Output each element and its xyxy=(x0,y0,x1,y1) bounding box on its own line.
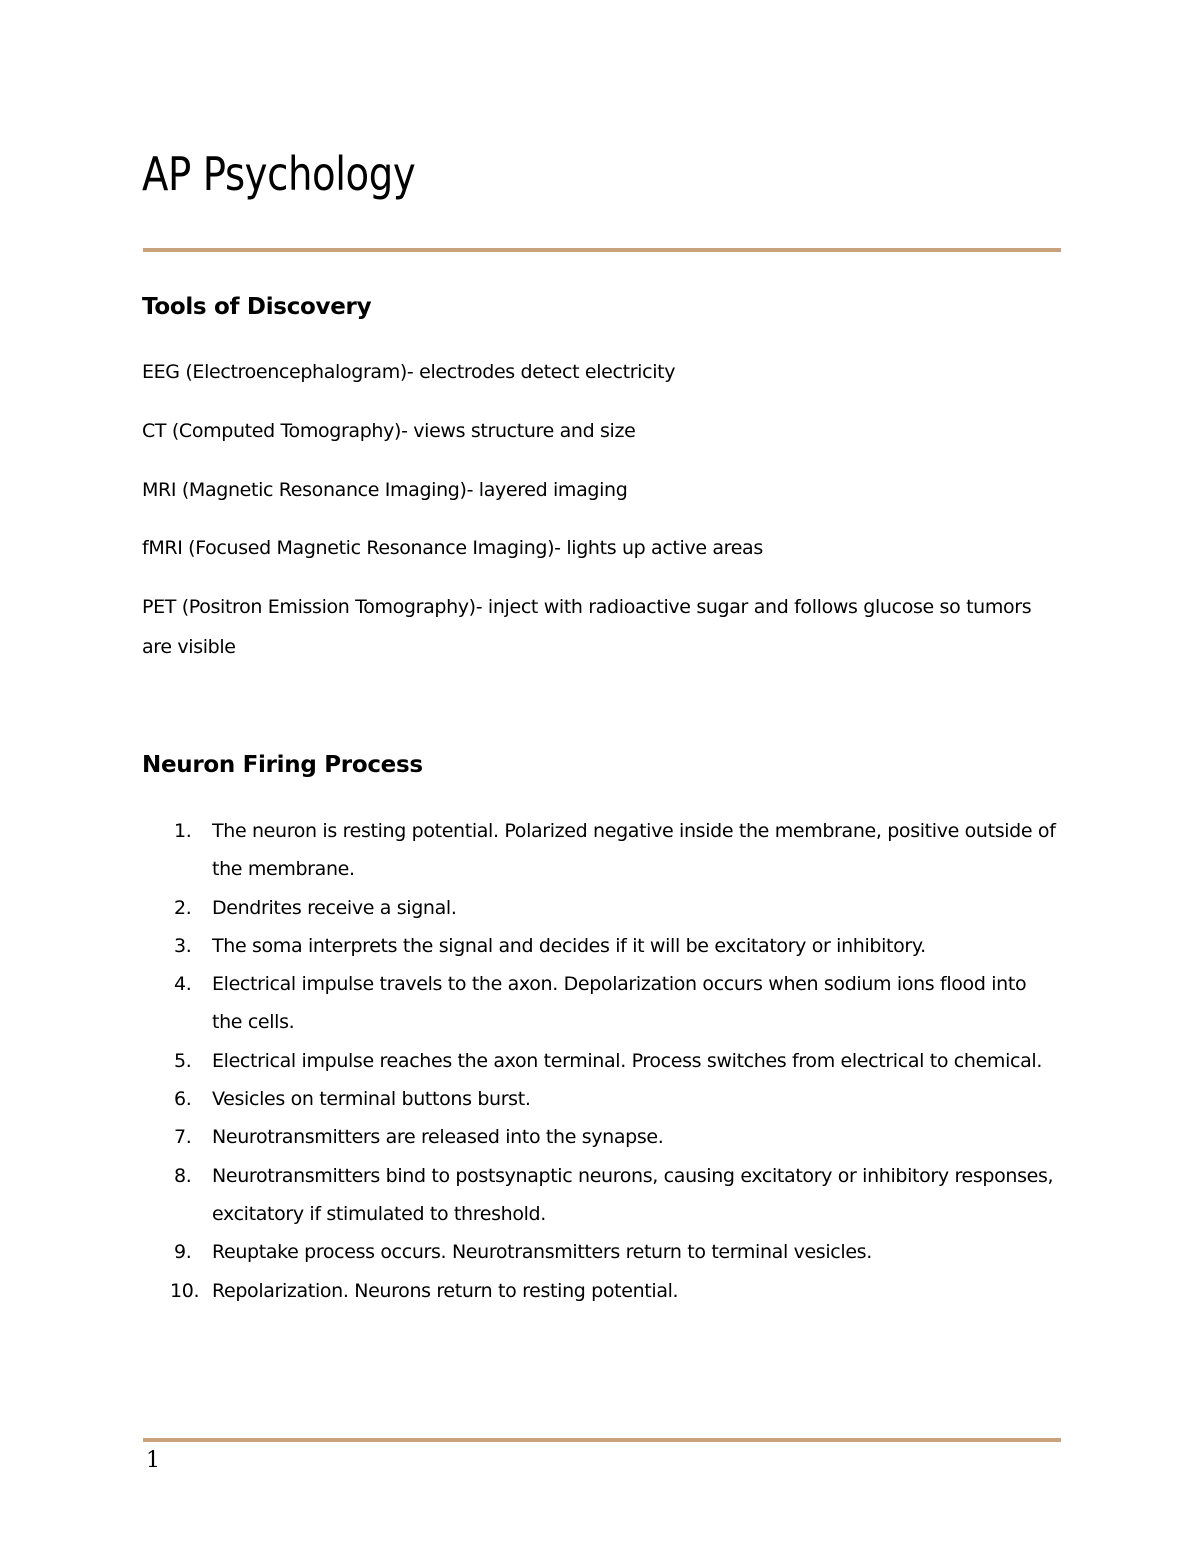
list-item xyxy=(142,1233,1062,1271)
list-item xyxy=(142,1272,1062,1310)
step-number: 2. xyxy=(174,896,192,919)
document-title: AP Psychology xyxy=(142,147,416,201)
title-divider xyxy=(143,248,1061,252)
neuron-section-heading: Neuron Firing Process xyxy=(142,752,423,778)
tool-item-ct: CT (Computed Tomography)- views structure and size xyxy=(142,420,636,442)
list-item xyxy=(142,889,1062,927)
step-text: Reuptake process occurs. Neurotransmitters return to terminal vesicles. xyxy=(212,1241,872,1264)
list-item xyxy=(142,965,1062,1042)
step-text: Vesicles on terminal buttons burst. xyxy=(212,1088,531,1111)
list-item xyxy=(142,1042,1062,1080)
step-number: 10. xyxy=(170,1279,200,1302)
step-text: Neurotransmitters are released into the synapse. xyxy=(212,1126,664,1149)
step-text: Dendrites receive a signal. xyxy=(212,896,457,919)
step-text: Electrical impulse travels to the axon. Depolarization occurs when sodium ions flood into the cells. xyxy=(212,973,1027,1034)
step-text: The soma interprets the signal and decides if it will be excitatory or inhibitory. xyxy=(212,934,926,957)
step-number: 3. xyxy=(174,934,192,957)
step-number: 1. xyxy=(174,820,192,842)
list-item xyxy=(142,812,1062,889)
list-item xyxy=(142,1118,1062,1156)
step-number: 6. xyxy=(174,1088,192,1111)
step-number: 7. xyxy=(174,1126,192,1149)
list-item xyxy=(142,927,1062,965)
tool-item-mri: MRI (Magnetic Resonance Imaging)- layered imaging xyxy=(142,479,628,501)
step-text: The neuron is resting potential. Polarized negative inside the membrane, positive outside of the membrane. xyxy=(212,820,1056,881)
step-number: 5. xyxy=(174,1049,192,1072)
footer-divider xyxy=(143,1438,1061,1442)
list-item xyxy=(142,1157,1062,1234)
step-number: 8. xyxy=(174,1164,192,1187)
step-text: Neurotransmitters bind to postsynaptic neurons, causing excitatory or inhibitory responses, excitatory if stimulated to threshold. xyxy=(212,1164,1054,1225)
tools-section-heading: Tools of Discovery xyxy=(142,294,372,320)
tool-item-fmri: fMRI (Focused Magnetic Resonance Imaging)- lights up active areas xyxy=(142,537,763,559)
page-number: 1 xyxy=(146,1448,160,1473)
step-number: 9. xyxy=(174,1241,192,1264)
tool-item-eeg: EEG (Electroencephalogram)- electrodes detect electricity xyxy=(142,361,676,383)
step-number: 4. xyxy=(174,973,192,996)
tool-item-pet: PET (Positron Emission Tomography)- inject with radioactive sugar and follows glucose so tumors are visible xyxy=(142,596,1032,658)
step-text: Repolarization. Neurons return to resting potential. xyxy=(212,1279,679,1302)
neuron-steps-list xyxy=(142,812,1062,1310)
step-text: Electrical impulse reaches the axon terminal. Process switches from electrical to chemical. xyxy=(212,1049,1043,1072)
list-item xyxy=(142,1080,1062,1118)
